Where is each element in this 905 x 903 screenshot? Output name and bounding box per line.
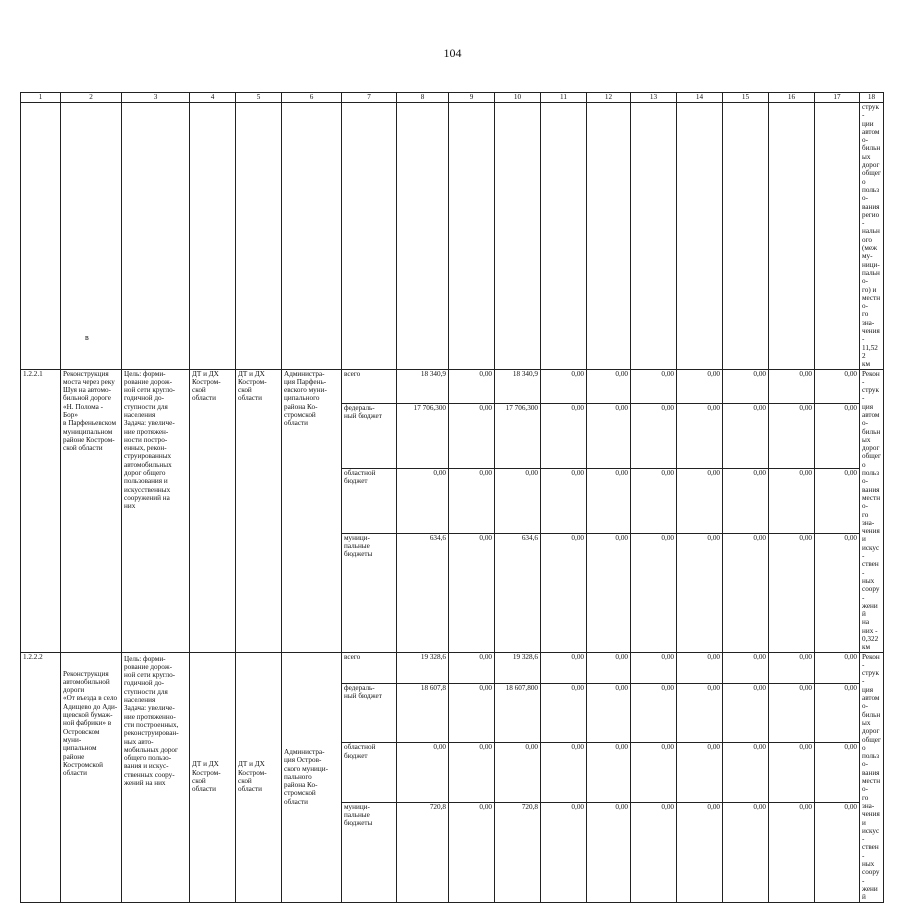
value-cell: 0,00: [541, 743, 587, 802]
value-cell: 18 607,8: [397, 683, 449, 742]
value-cell: 0,00: [631, 802, 677, 902]
row-coexecutor: [236, 652, 282, 902]
header-cell: 14: [677, 93, 723, 103]
value-cell: 0,00: [815, 683, 860, 742]
header-cell: 13: [631, 93, 677, 103]
value-cell: 0,00: [449, 743, 495, 802]
row-goal: Цель: форми- рование дорож- ной сети кругло- годичной до- ступности для населения Задача: увеличе- ние протяжен- ности постро- енных, рекон- струированных автомобильных дорог общего пользования и искусственных сооружений на них: [122, 369, 190, 652]
value-cell: 0,00: [541, 802, 587, 902]
value-cell: 0,00: [631, 743, 677, 802]
value-cell: 0,00: [397, 743, 449, 802]
margin-mark: в: [85, 333, 89, 343]
header-row: [21, 93, 884, 103]
header-cell: 16: [769, 93, 815, 103]
row-code: 1.2.2.1: [21, 369, 61, 652]
value-cell: 0,00: [631, 683, 677, 742]
value-cell: 0,00: [815, 403, 860, 468]
header-cell: 3: [122, 93, 190, 103]
header-cell: 18: [860, 93, 884, 103]
value-cell: 18 607,800: [495, 683, 541, 742]
source-label: всего: [342, 369, 397, 403]
value-cell: 0,00: [723, 468, 769, 533]
row-result: Рекон- струк- ция автомо- бильных дорог общего пользо- вания местно- го зна- чения и искус- ствен- ных соору- жений на них - 0,322 км: [860, 369, 884, 652]
value-cell: 0,00: [587, 533, 631, 652]
value-cell: 0,00: [769, 652, 815, 683]
value-cell: 17 706,300: [495, 403, 541, 468]
value-cell: 0,00: [723, 683, 769, 742]
value-cell: 0,00: [815, 468, 860, 533]
value-cell: 0,00: [677, 533, 723, 652]
header-cell: 4: [190, 93, 236, 103]
value-cell: 0,00: [769, 369, 815, 403]
header-cell: 5: [236, 93, 282, 103]
value-cell: 634,6: [397, 533, 449, 652]
header-cell: 7: [342, 93, 397, 103]
value-cell: 0,00: [631, 652, 677, 683]
row-participant: Администра- ция Парфень- евского муни- ципального района Ко- стромской области: [282, 369, 342, 652]
row-coexecutor-text: ДТ и ДХ Костром- ской области: [238, 760, 267, 794]
row-result: Рекон- струк- ция автомо- бильных дорог общего пользо- вания местно- го зна- чения и искус- ствен- ных соору- жений: [860, 652, 884, 902]
value-cell: 0,00: [449, 403, 495, 468]
value-cell: 0,00: [723, 652, 769, 683]
header-cell: 2: [61, 93, 122, 103]
value-cell: 0,00: [587, 652, 631, 683]
header-cell: 12: [587, 93, 631, 103]
value-cell: 17 706,300: [397, 403, 449, 468]
row-participant: [282, 652, 342, 902]
value-cell: 0,00: [397, 468, 449, 533]
value-cell: 0,00: [631, 403, 677, 468]
value-cell: 0,00: [677, 683, 723, 742]
value-cell: 720,8: [397, 802, 449, 902]
value-cell: 0,00: [587, 369, 631, 403]
source-label: муници- пальные бюджеты: [342, 533, 397, 652]
value-cell: 0,00: [449, 468, 495, 533]
value-cell: 0,00: [541, 533, 587, 652]
value-cell: 0,00: [769, 403, 815, 468]
source-label: областной бюджет: [342, 743, 397, 802]
value-cell: 0,00: [769, 743, 815, 802]
header-cell: 1: [21, 93, 61, 103]
value-cell: 0,00: [587, 468, 631, 533]
source-label: муници- пальные бюджеты: [342, 802, 397, 902]
row-goal-text: Цель: форми- рование дорож- ной сети кругло- годичной до- ступности для населения Задача: увеличе- ние протяженно- сти построенных, реконструирован- ных авто- мобильных дорог общего пользо- вания и искус- ственных соору- жений на них: [124, 654, 179, 788]
value-cell: 0,00: [449, 802, 495, 902]
value-cell: 0,00: [815, 802, 860, 902]
header-cell: 15: [723, 93, 769, 103]
value-cell: 0,00: [541, 369, 587, 403]
value-cell: 0,00: [769, 802, 815, 902]
value-cell: 0,00: [449, 683, 495, 742]
row-executor-text: ДТ и ДХ Костром- ской области: [192, 760, 221, 794]
cont-col18: струк- ции автомо- бильных дорог общего пользо- вания регио- нального (межму- ници- пально- го) и местно- го зна- чения- 11,522 км: [860, 103, 884, 370]
value-cell: 0,00: [541, 403, 587, 468]
row-executor: [190, 652, 236, 902]
page-number: 104: [443, 46, 462, 60]
value-cell: 19 328,6: [495, 652, 541, 683]
row-coexecutor: ДТ и ДХ Костром- ской области: [236, 369, 282, 652]
source-label: федераль- ный бюджет: [342, 683, 397, 742]
row-1222-total: [21, 652, 884, 683]
value-cell: 0,00: [495, 743, 541, 802]
value-cell: 18 340,9: [495, 369, 541, 403]
value-cell: 0,00: [723, 743, 769, 802]
value-cell: 0,00: [449, 533, 495, 652]
value-cell: 0,00: [541, 683, 587, 742]
value-cell: 0,00: [815, 533, 860, 652]
header-cell: 17: [815, 93, 860, 103]
value-cell: 0,00: [769, 683, 815, 742]
row-name: [61, 652, 122, 902]
value-cell: 0,00: [723, 802, 769, 902]
value-cell: 0,00: [769, 468, 815, 533]
row-1221-total: [21, 369, 884, 403]
value-cell: 0,00: [677, 743, 723, 802]
header-cell: 11: [541, 93, 587, 103]
row-name-text: Реконструкция автомобильной дороги «От въезда в село Адищево до Ади- щевской бумаж- ной фабрики» в Островском муни- ципальном районе Костромской области: [63, 669, 118, 778]
value-cell: 0,00: [815, 652, 860, 683]
value-cell: 0,00: [723, 369, 769, 403]
row-participant-text: Администра- ция Остров- ского муници- пального района Ко- стромской области: [284, 748, 328, 806]
value-cell: 0,00: [677, 468, 723, 533]
program-table: [20, 92, 884, 903]
value-cell: 0,00: [723, 533, 769, 652]
value-cell: 0,00: [541, 652, 587, 683]
source-label: всего: [342, 652, 397, 683]
value-cell: 0,00: [677, 403, 723, 468]
value-cell: 0,00: [769, 533, 815, 652]
value-cell: 19 328,6: [397, 652, 449, 683]
row-code: 1.2.2.2: [21, 652, 61, 902]
value-cell: 0,00: [495, 468, 541, 533]
value-cell: 0,00: [587, 403, 631, 468]
value-cell: 0,00: [587, 683, 631, 742]
value-cell: 0,00: [631, 369, 677, 403]
value-cell: 18 340,9: [397, 369, 449, 403]
value-cell: 0,00: [677, 652, 723, 683]
header-cell: 8: [397, 93, 449, 103]
value-cell: 0,00: [587, 743, 631, 802]
source-label: областной бюджет: [342, 468, 397, 533]
value-cell: 0,00: [723, 403, 769, 468]
header-cell: 9: [449, 93, 495, 103]
row-name: Реконструкция моста через реку Шуя на автомо- бильной дороге «Н. Полома - Бор» в Парфеньевском муниципальном районе Костром- ской области: [61, 369, 122, 652]
value-cell: 0,00: [631, 533, 677, 652]
value-cell: 0,00: [449, 369, 495, 403]
value-cell: 0,00: [677, 802, 723, 902]
header-cell: 10: [495, 93, 541, 103]
value-cell: 0,00: [587, 802, 631, 902]
value-cell: 0,00: [677, 369, 723, 403]
value-cell: 0,00: [631, 468, 677, 533]
value-cell: 0,00: [815, 743, 860, 802]
row-goal: [122, 652, 190, 902]
header-cell: 6: [282, 93, 342, 103]
value-cell: 634,6: [495, 533, 541, 652]
value-cell: 0,00: [541, 468, 587, 533]
value-cell: 720,8: [495, 802, 541, 902]
value-cell: 0,00: [449, 652, 495, 683]
source-label: федераль- ный бюджет: [342, 403, 397, 468]
row-executor: ДТ и ДХ Костром- ской области: [190, 369, 236, 652]
continuation-row: [21, 103, 884, 370]
value-cell: 0,00: [815, 369, 860, 403]
